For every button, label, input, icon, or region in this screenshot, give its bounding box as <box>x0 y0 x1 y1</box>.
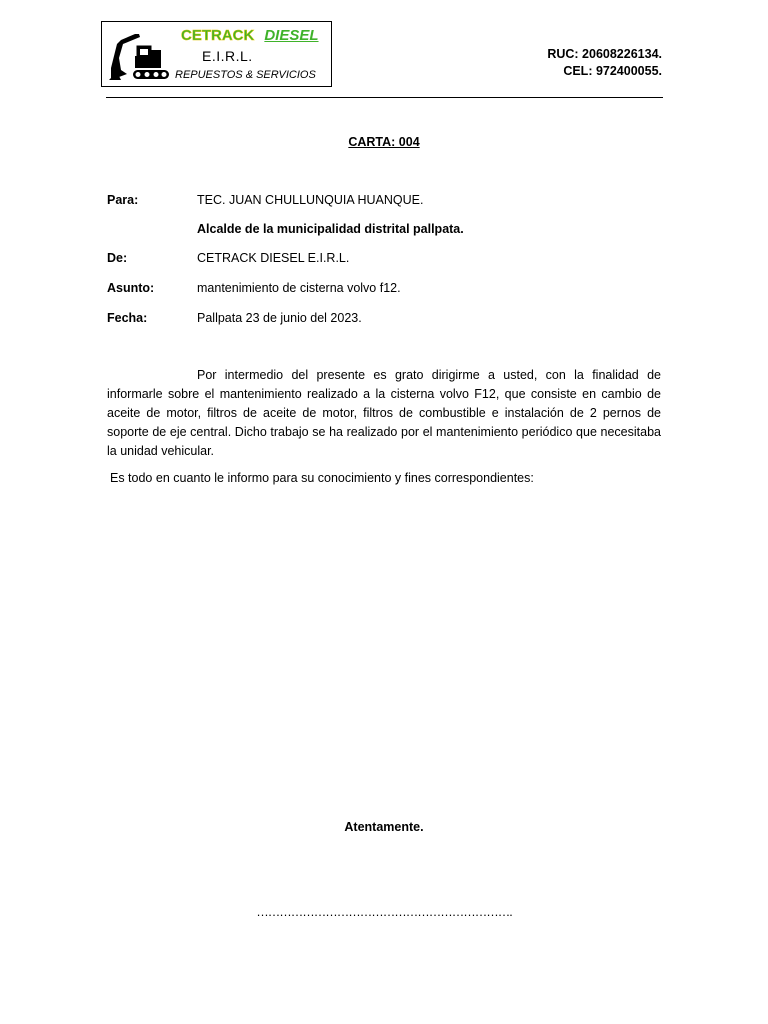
para-label: Para: <box>107 193 139 207</box>
de-label: De: <box>107 251 128 265</box>
brand-name <box>181 27 319 44</box>
brand-name-cetrack: CETRACK <box>181 27 255 44</box>
company-type: E.I.R.L. <box>202 48 253 64</box>
closing-line: Es todo en cuanto le informo para su conocimiento y fines correspondientes: <box>110 471 534 485</box>
asunto-label: Asunto: <box>107 281 155 295</box>
asunto-value: mantenimiento de cisterna volvo f12. <box>197 281 401 295</box>
header-divider <box>106 97 663 98</box>
contact-info <box>547 46 662 80</box>
ruc-number: RUC: 20608226134. <box>547 47 662 61</box>
company-logo <box>101 21 332 87</box>
excavator-icon <box>107 28 173 82</box>
phone-number: CEL: 972400055. <box>563 64 662 78</box>
fecha-label: Fecha: <box>107 311 148 325</box>
regards: Atentamente. <box>344 820 424 834</box>
brand-name-diesel: DIESEL <box>264 27 319 44</box>
fecha-value: Pallpata 23 de junio del 2023. <box>197 311 362 325</box>
company-tagline: REPUESTOS & SERVICIOS <box>175 69 316 81</box>
signature-line: …………………………………………………………. <box>256 905 512 919</box>
letter-title: CARTA: 004 <box>348 135 420 149</box>
de-value: CETRACK DIESEL E.I.R.L. <box>197 251 350 265</box>
letter-body: Por intermedio del presente es grato dirigirme a usted, con la finalidad de informarle sobre el mantenimiento realizado a la cisterna volvo F12, que consiste en cambio de aceite de motor, filtros de aceite de motor, filtros de combustible e instalación de 2 pernos de soporte de eje central. Dicho trabajo se ha realizado por el mantenimiento periódico que necesitaba la unidad vehicular. <box>107 368 661 458</box>
para-role: Alcalde de la municipalidad distrital pallpata. <box>197 222 464 236</box>
para-value: TEC. JUAN CHULLUNQUIA HUANQUE. <box>197 193 424 207</box>
